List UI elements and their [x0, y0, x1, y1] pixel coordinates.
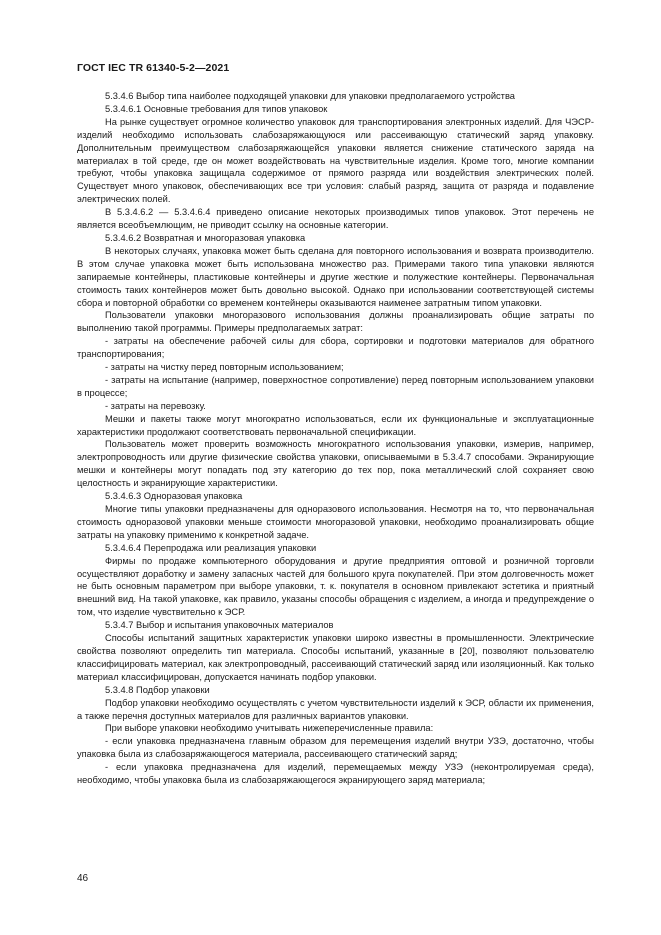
paragraph: В 5.3.4.6.2 — 5.3.4.6.4 приведено описание некоторых производимых типов упаковок. Этот перечень не является всеобъемлющим, не приводит ссылку на основные категории.: [77, 207, 594, 231]
paragraph: Подбор упаковки необходимо осуществлять с учетом чувствительности изделий к ЭСР, области их применения, а также перечня доступных материалов для различных вариантов упаковки.: [77, 697, 594, 721]
list-item: - затраты на обеспечение рабочей силы для сбора, сортировки и подготовки материалов для обратного транспортирования;: [77, 336, 594, 360]
page-number: 46: [77, 873, 89, 884]
list-item: - затраты на перевозку.: [105, 400, 206, 411]
subsection-heading: 5.3.4.6.2 Возвратная и многоразовая упаковка: [105, 232, 306, 243]
subsection-heading: 5.3.4.6.3 Одноразовая упаковка: [105, 491, 243, 502]
list-item: - затраты на чистку перед повторным использованием;: [105, 362, 344, 373]
paragraph: Многие типы упаковки предназначены для одноразового использования. Несмотря на то, что первоначальная стоимость одноразовой упаковки меньше стоимости многоразовой упаковки, необходимо проанализировать общие затраты на упаковку применимо к конкретной задаче.: [77, 504, 594, 540]
section-heading: 5.3.4.7 Выбор и испытания упаковочных материалов: [105, 620, 334, 631]
paragraph: Пользователь может проверить возможность многократного использования упаковки, измерив, например, электропроводность или другие физические свойства упаковки, описываемыми в 5.3.4.7 способами. Экранирующие мешки и контейнеры могут попадать под эту категорию до тех пор, пока металлический слой сохраняет свою целостность и экранирующие характеристики.: [77, 439, 594, 489]
list-item: - если упаковка предназначена главным образом для перемещения изделий внутри УЗЭ, достаточно, чтобы упаковка была из слабозаряжающегося материала, рассеивающего статический заряд;: [77, 736, 594, 760]
section-heading: 5.3.4.8 Подбор упаковки: [105, 684, 210, 695]
subsection-heading: 5.3.4.6.4 Перепродажа или реализация упаковки: [105, 542, 317, 553]
paragraph: В некоторых случаях, упаковка может быть сделана для повторного использования и возврата производителю. В этом случае упаковка может быть использована множество раз. Примерами такого типа упаковки являются запираемые контейнеры, пластиковые контейнеры и другие жесткие и полужесткие контейнеры. Первоначальная стоимость таких контейнеров может быть довольно высокой. Однако при использовании соответствующей системы сбора и повторной обработки со временем контейнеры оказываются наименее затратным типом упаковки.: [77, 245, 594, 308]
list-item: - затраты на испытание (например, поверхностное сопротивление) перед повторным использованием упаковки в процессе;: [77, 374, 594, 398]
section-heading: 5.3.4.6 Выбор типа наиболее подходящей упаковки для упаковки предполагаемого устройства: [105, 91, 515, 101]
paragraph: Фирмы по продаже компьютерного оборудования и другие предприятия оптовой и розничной торговли осуществляют доработку и замену запасных частей для большого круга покупателей. При этом долговечность может не быть основным параметром при выборе упаковки, т. к. покупателя в основном привлекают эстетика и приятный внешний вид. На такой упаковке, как правило, указаны способы обращения с изделием, а иногда и предупреждение о том, что изделие чувствительно к ЭСР.: [77, 555, 594, 618]
subsection-heading: 5.3.4.6.1 Основные требования для типов упаковок: [105, 103, 328, 114]
paragraph: Пользователи упаковки многоразового использования должны проанализировать общие затраты по выполнению такой программы. Примеры предполагаемых затрат:: [77, 310, 594, 334]
paragraph: Способы испытаний защитных характеристик упаковки широко известны в промышленности. Электрические свойства позволяют определить тип материала. Способы испытаний, указанные в [20], позволяют пользователю классифицировать материал, как электропроводный, рассеивающий статический заряд или изоляционный. Как только материал классифицирован, допускается начинать подбор упаковки.: [77, 633, 594, 682]
list-item: - если упаковка предназначена для изделий, перемещаемых между УЗЭ (неконтролируемая среда), необходимо, чтобы упаковка была из слабозаряжающегося экранирующего заряд материала;: [77, 762, 594, 786]
document-header: ГОСТ IEC TR 61340-5-2—2021: [77, 62, 230, 74]
document-body: [77, 90, 594, 787]
paragraph: При выборе упаковки необходимо учитывать нижеперечисленные правила:: [105, 723, 434, 734]
paragraph: На рынке существует огромное количество упаковок для транспортирования электронных изделий. Для ЧЭСР-изделий необходимо использовать слабозаряжающуюся или рассеивающую статический заряд упаковку. Дополнительным преимуществом слабозаряжающейся упаковки является снижение статического заряда на материалах в той среде, где он может воздействовать на чувствительные изделия. Кроме того, многие компании требуют, чтобы упаковка защищала содержимое от прямого разряда или воздействия электрических полей. Существует много упаковок, обеспечивающих все три условия: слабый разряд, защита от разряда и подавление электрических полей.: [77, 116, 594, 205]
paragraph: Мешки и пакеты также могут многократно использоваться, если их функциональные и эксплуатационные характеристики продолжают соответствовать первоначальной спецификации.: [77, 413, 594, 437]
